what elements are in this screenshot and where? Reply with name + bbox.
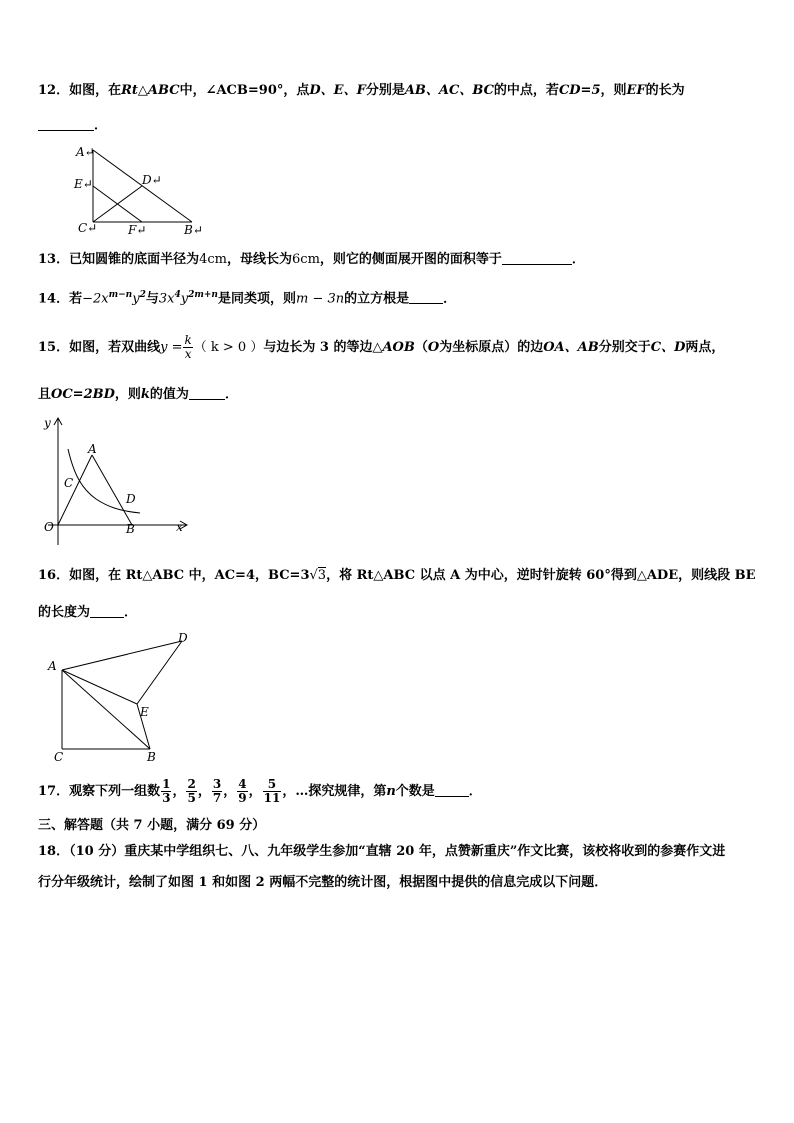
q14-exp: 2 [139,290,146,300]
frac-num: 2 [187,777,196,791]
answer-blank[interactable] [38,116,94,131]
q17-fraction [237,778,247,805]
q17-fraction [212,778,222,805]
q12-cd: CD=5 [558,83,601,98]
q13-end: ． [571,252,585,267]
q17-text: ，…探究规律，第 [282,784,387,799]
frac-num: 4 [238,777,247,791]
frac-den: 9 [238,791,247,805]
frac-num: 3 [212,777,222,791]
q16-line2 [38,603,137,622]
q17-line: 17．观察下列一组数 $\frac{1}{3}$ ， $\frac{2}{5}$ ， $\frac{3}{7}$ ， $\frac{4}{9}$ ， $\frac{5}{11}$ ，…探究规律，第n个数是 ． [38,777,482,805]
q14-exp: 2m+n [188,290,218,300]
q15-fraction [183,334,192,361]
q13-text: ，母线长为 [227,252,293,267]
q13-radius: 4cm [199,252,227,267]
q14-term1-y: y [132,291,140,307]
q15-k: k [140,387,150,402]
q12-ef: EF [626,83,646,98]
q14-text: 与 [145,291,159,307]
q17-text: 观察下列一组数 [69,784,161,799]
q13-number: 13． [38,252,70,267]
q17-fraction [186,778,196,805]
frac-den: 5 [187,791,196,805]
q12-text: 的中点，若 [493,83,559,98]
q17-text: 个数是 [395,784,435,799]
label-B: B [126,522,135,536]
frac-den: 11 [263,791,281,805]
q12-number: 12． [38,83,70,98]
q17-end: ． [468,784,482,799]
q16-sqrt-arg: 3 [317,568,327,583]
q14-expr: m − 3n [295,291,345,307]
q12-text: ，则 [600,83,627,98]
frac-den: x [184,347,192,361]
q12-end: ． [94,118,108,133]
q14-exp: 4 [174,290,181,300]
label-A: A [48,659,57,673]
q12-rt: Rt△ABC [121,83,180,98]
q16-text: ，将 Rt△ABC 以点 A 为中心，逆时针旋转 60°得到△ADE，则线段 BE [326,568,756,583]
q15-sides: OA、AB [543,340,599,355]
q15-text: 且 [38,387,52,402]
q16-end: ． [124,605,138,620]
q16-line1 [38,567,756,585]
label-E: E [140,705,149,719]
q15-text: ，则 [114,387,141,402]
q14-term2: 3x [158,291,175,307]
q14-term1: −2x [82,291,109,307]
q17-n: n [386,784,396,799]
q15-text: 的值为 [149,387,189,402]
label-x: x [176,520,183,534]
q15-o: O [427,340,440,355]
q15-cd: C、D [650,340,686,355]
q14-end: ． [443,291,457,307]
label-C: C [64,476,74,490]
label-C: C [54,750,64,764]
q14-text: 的立方根是 [344,291,410,307]
q12-line1 [38,82,685,100]
q15-line2 [38,385,238,404]
q15-text: 为坐标原点）的边 [439,340,544,355]
q16-number: 16． [38,568,70,583]
q12-line2 [38,116,107,135]
label-C: C↵ [78,221,98,235]
q18-line2: 行分年级统计，绘制了如图 1 和如图 2 两幅不完整的统计图，根据图中提供的信息完成以下问题． [38,875,608,890]
label-F: F↵ [128,223,147,237]
frac-num: 5 [263,778,282,792]
q13-text: ，则它的侧面展开图的面积等于 [319,252,502,267]
q15-end: ． [224,387,238,402]
q15-triangle: △AOB [372,340,415,355]
label-A: A↵ [76,145,95,159]
q14-text: 若 [69,291,83,307]
q17-fraction [263,778,282,805]
answer-blank[interactable] [502,250,572,265]
q12-segments: AB、AC、BC [404,83,494,98]
q15-y: y = [160,340,183,355]
q17-fraction [161,778,171,805]
label-B: B [147,750,156,764]
q13-slant: 6cm [292,252,320,267]
q15-text: （ [414,340,428,355]
answer-blank[interactable] [435,782,469,797]
q12-text: 中，∠ACB=90°，点 [179,83,310,98]
q15-figure [34,413,194,548]
frac-num: 1 [162,777,171,791]
q13-line [38,250,585,269]
frac-den: 7 [212,791,222,805]
label-B: B↵ [184,223,203,237]
q16-text: 如图，在 Rt△ABC 中，AC=4，BC=3 [69,568,310,583]
q14-number: 14． [38,291,70,307]
q15-line1 [38,334,724,361]
label-y: y [44,416,51,430]
q16-figure [44,630,204,765]
q14-exp: m−n [108,290,133,300]
label-E: E↵ [74,177,93,191]
q14-line [38,286,456,308]
q12-figure [70,142,203,237]
q18-line1: 18．（10 分）重庆某中学组织七、八、九年级学生参加“直辖 20 年，点赞新重庆”作文比赛，该校将收到的参赛作文进 [38,844,726,859]
label-D: D [178,631,188,645]
q16-text: 的长度为 [38,605,91,620]
q13-text: 已知圆锥的底面半径为 [69,252,200,267]
section-heading: 三、解答题（共 7 小题，满分 69 分） [38,818,266,833]
q14-term2-y: y [180,291,189,307]
q12-text: 的长为 [645,83,685,98]
q12-text: 分别是 [365,83,405,98]
answer-blank[interactable] [189,385,225,400]
sqrt-symbol: √ [309,568,318,583]
q14-text: 是同类项，则 [217,291,296,307]
q15-text: 两点， [685,340,725,355]
label-D: D↵ [142,173,162,187]
q15-text: 分别交于 [598,340,651,355]
frac-num: k [184,333,192,347]
answer-blank[interactable] [90,603,124,618]
label-O: O [44,520,54,534]
answer-blank[interactable] [409,289,443,304]
label-D: D [126,492,136,506]
q17-number: 17． [38,784,70,799]
frac-den: 3 [162,791,171,805]
q15-condition: （ k > 0 ） [193,340,264,355]
q15-oc: OC=2BD [51,387,115,402]
q15-number: 15． [38,340,70,355]
q15-text: 如图，若双曲线 [69,340,161,355]
q15-text: 与边长为 3 的等边 [263,340,373,355]
q12-text: 如图，在 [69,83,122,98]
label-A: A [88,442,97,456]
q12-points: D、E、F [309,83,366,98]
